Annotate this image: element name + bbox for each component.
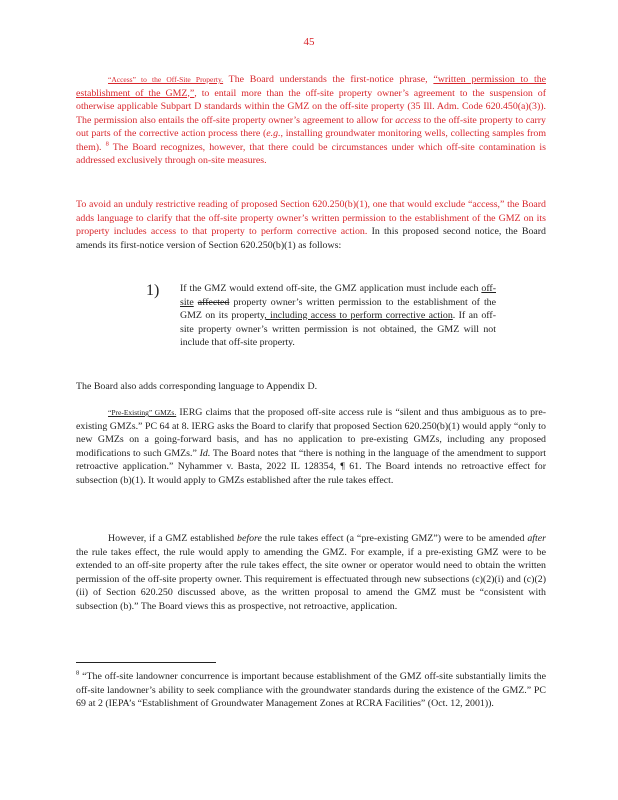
heading-access-off-site: “Access” to the Off-Site Property. (108, 75, 224, 84)
paragraph-however: However, if a GMZ established before the rule takes effect (a “pre-existing GMZ”) were to be amended after the rule takes effect, the rule would apply to amending the GMZ. For example, if a pre-existing GMZ were to be extended to an off-site property after the rule takes effect, the site owner or operator would need to obtain the written permission of the off-site property owner. This requirement is effectuated through new subsections (c)(2)(i) and (c)(2)(ii) of Section 620.250 discussed above, as the written proposal to amend the GMZ must be “consistent with subsection (b).” The Board views this as prospective, not retroactive, application. (76, 533, 546, 612)
list-item-body: If the GMZ would extend off-site, the GMZ application must include each off-site affected property owner’s written permission to the establishment of the GMZ on its property, including access to perform corrective action. If an off-site property owner’s written permission is not obtained, the GMZ will not include that off-site property. (180, 283, 497, 348)
deleted-text: affected (197, 296, 230, 308)
inserted-text: , including access to perform corrective action (264, 310, 453, 321)
paragraph-access-off-site-property: “Access” to the Off-Site Property. The Board understands the first-notice phrase, “written permission to the establishment of the GMZ,”, to entail more than the off-site property owner’s agreement to the suspension of otherwise applicable Subpart D standards within the GMZ on the off-site property (35 Ill. Adm. Code 620.450(a)(3)). The permission also entails the off-site property owner’s agreement to allow for access to the off-site property to carry out parts of the corrective action process there (e.g., installing groundwater monitoring wells, collecting samples from them). $^8$ The Board recognizes, however, that there could be circumstances under which off-site contamination is addressed exclusively through on-site measures. (76, 74, 547, 166)
heading-pre-existing-gmzs: “Pre-Existing” GMZs. (108, 408, 177, 417)
amended-section-list-item (146, 282, 496, 350)
list-item-number: 1) (146, 282, 160, 299)
paragraph-avoid-restrictive-reading: To avoid an unduly restrictive reading of proposed Section 620.250(b)(1), one that would exclude “access,” the Board adds language to clarify that the off-site property owner’s written permission to the establishment of the GMZ on its property includes access to that property to perform corrective action. In this proposed second notice, the Board amends its first-notice version of Section 620.250(b)(1) as follows: (76, 199, 546, 251)
footnote-ref: 8 (105, 140, 109, 148)
quoted-phrase: “written permission to the establishment of the GMZ,” (76, 74, 547, 99)
footnote-number: 8 (76, 669, 80, 677)
footnote: $^8$ “The off-site landowner concurrence is important because establishment of the GMZ off-site substantially limits the off-site landowner’s ability to seek compliance with the groundwater standards during the existence of the GMZ.” PC 69 at 2 (IEPA’s “Establishment of Groundwater Management Zones at RCRA Facilities” (Oct. 12, 2001)). (76, 669, 546, 709)
paragraph-appendix-d: The Board also adds corresponding language to Appendix D. (76, 381, 318, 392)
footnote-divider (76, 662, 216, 663)
page-number: 45 (303, 36, 315, 48)
paragraph-pre-existing-gmzs: “Pre-Existing” GMZs. IERG claims that the proposed off-site access rule is “silent and thus ambiguous as to pre-existing GMZs.” PC 64 at 8. IERG asks the Board to clarify that proposed Section 620.250(b)(1) would apply “only to new GMZs on a going-forward basis, and has no application to pre-existing GMZs, including any proposed modifications to such GMZs.” Id. The Board notes that “there is nothing in the language of the amendment to support retroactive application.” Nyhammer v. Basta, 2022 IL 128354, ¶ 61. The Board intends no retroactive effect for subsection (b)(1). It would apply to GMZs established after the rule takes effect. (76, 407, 546, 486)
inserted-text: off-site (180, 283, 496, 308)
